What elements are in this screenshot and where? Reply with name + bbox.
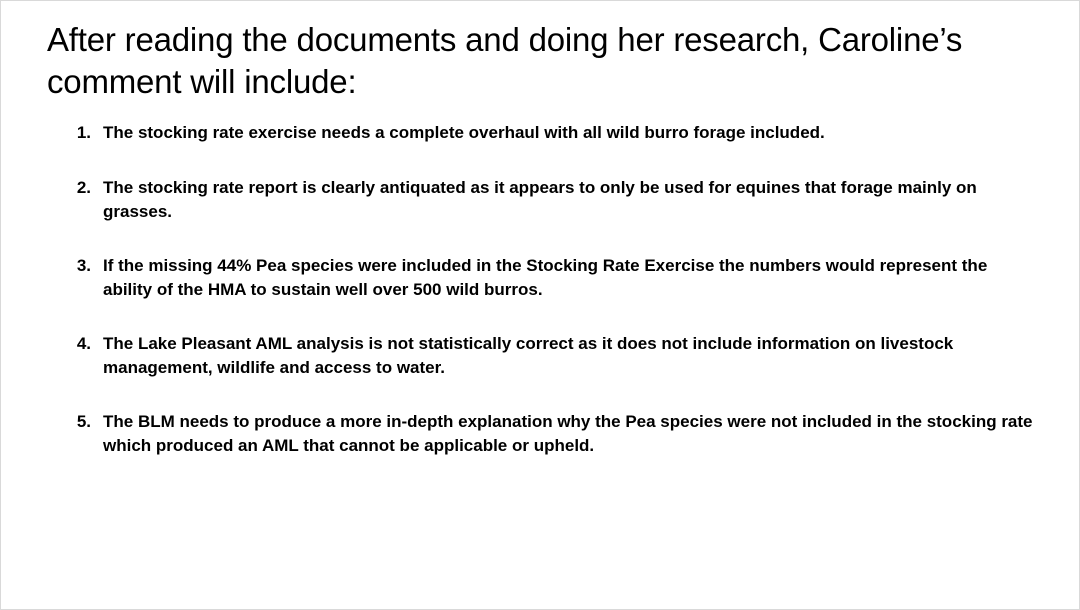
list-item — [47, 254, 1039, 302]
list-item-text: The stocking rate exercise needs a complete overhaul with all wild burro forage included. — [103, 123, 825, 143]
page-title: After reading the documents and doing her research, Caroline’s comment will include: — [47, 21, 963, 101]
numbered-list — [47, 121, 1039, 458]
list-item-number: 1. — [76, 123, 91, 143]
list-item-text: The Lake Pleasant AML analysis is not statistically correct as it does not include information on livestock management, wildlife and access to water. — [103, 334, 954, 378]
list-item-text: The stocking rate report is clearly antiquated as it appears to only be used for equines that forage mainly on grasses. — [103, 177, 977, 221]
list-item-number: 2. — [76, 177, 91, 197]
list-item — [47, 332, 1039, 380]
list-item-number: 4. — [76, 334, 91, 354]
list-item — [47, 410, 1039, 458]
list-item-text: If the missing 44% Pea species were included in the Stocking Rate Exercise the numbers would represent the ability of the HMA to sustain well over 500 wild burros. — [103, 255, 988, 299]
list-item-number: 5. — [76, 412, 91, 432]
list-item-text: The BLM needs to produce a more in-depth explanation why the Pea species were not included in the stocking rate which produced an AML that cannot be applicable or upheld. — [103, 412, 1033, 456]
list-item — [47, 121, 1039, 145]
list-item — [47, 176, 1039, 224]
list-item-number: 3. — [76, 255, 91, 275]
